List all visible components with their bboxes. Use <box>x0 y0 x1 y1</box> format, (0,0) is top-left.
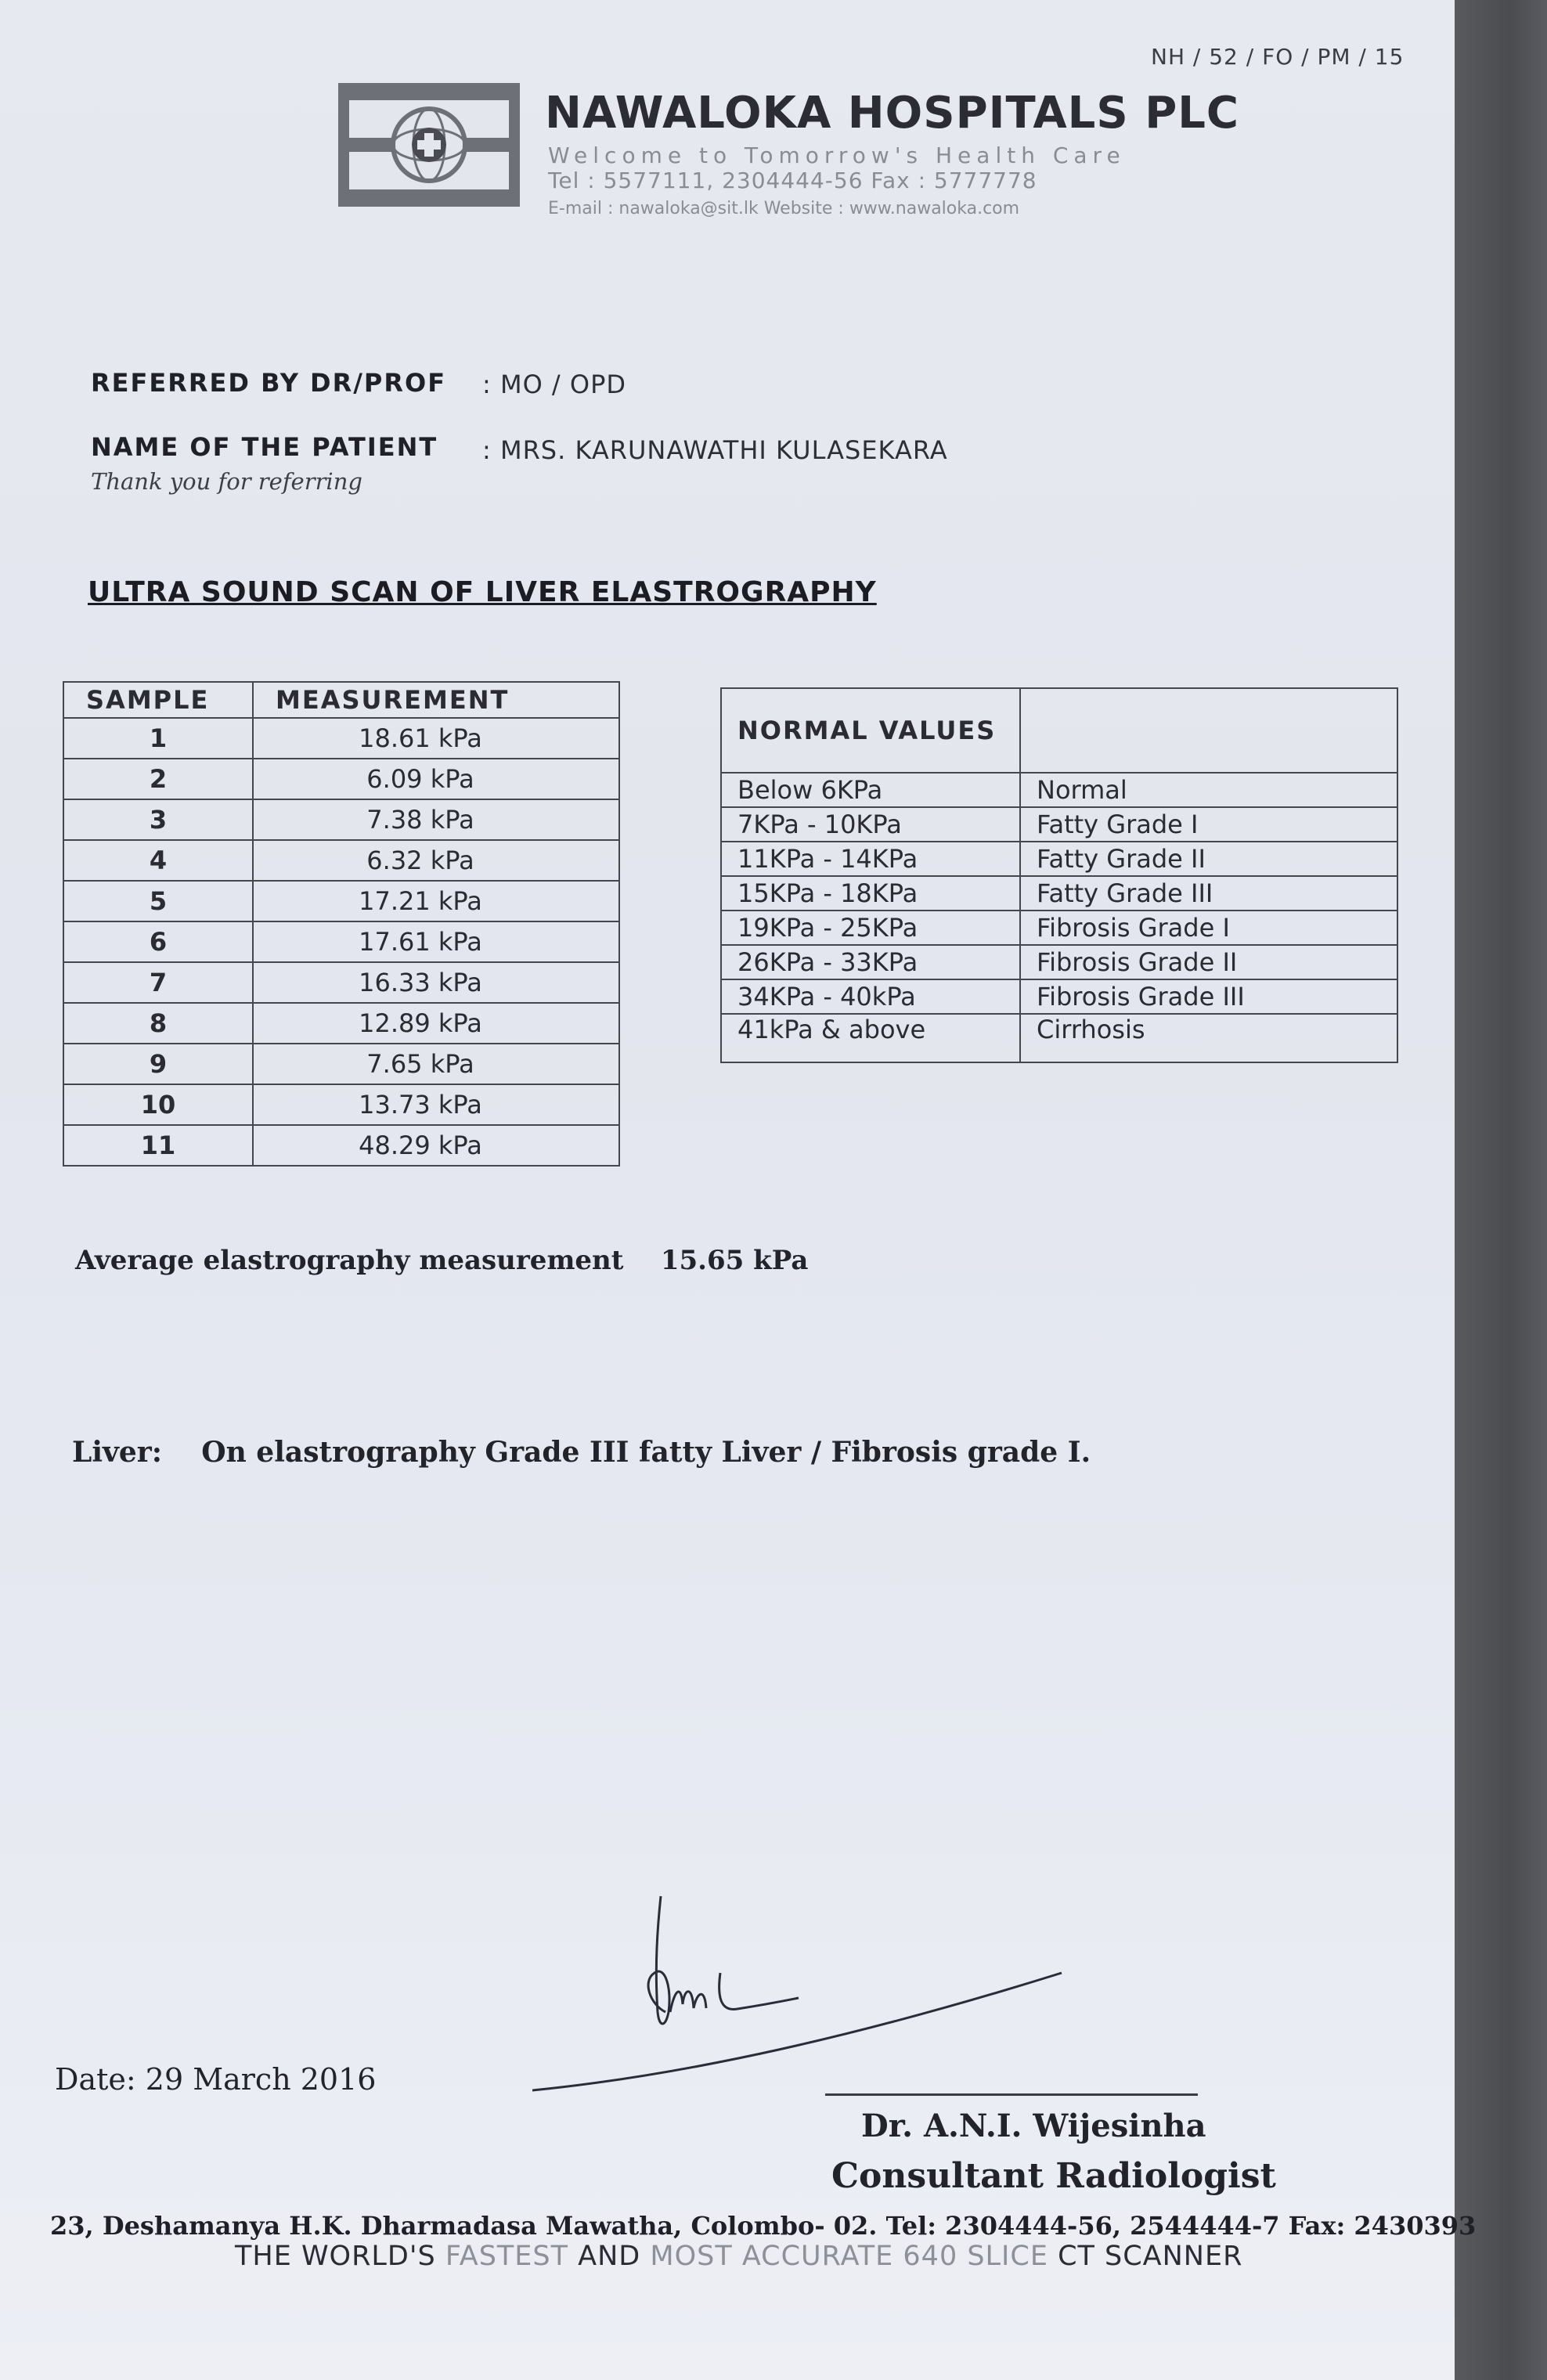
sample-number: 6 <box>63 921 253 962</box>
normal-values-header: NORMAL VALUES <box>721 688 1020 773</box>
referred-by-value: : MO / OPD <box>482 370 626 399</box>
page-edge-shadow <box>1455 0 1547 2380</box>
measurement-value: 7.38 kPa <box>253 799 619 840</box>
measurement-value: 18.61 kPa <box>253 718 619 759</box>
grade-cell: Fatty Grade I <box>1020 807 1397 842</box>
hospital-contact: Tel : 5577111, 2304444-56 Fax : 5777778 <box>548 168 1037 193</box>
sample-number: 4 <box>63 840 253 881</box>
table-row <box>721 911 1397 945</box>
patient-name-label: NAME OF THE PATIENT <box>91 432 438 462</box>
range-cell: 19KPa - 25KPa <box>721 911 1020 945</box>
table-row <box>721 1014 1397 1062</box>
normal-values-header-row <box>721 688 1397 773</box>
doctor-name: Dr. A.N.I. Wijesinha <box>861 2108 1206 2144</box>
slogan-part: AND <box>578 2241 641 2272</box>
range-cell: 26KPa - 33KPa <box>721 945 1020 979</box>
table-row <box>721 807 1397 842</box>
table-row <box>721 842 1397 876</box>
slogan-part: FASTEST <box>445 2241 569 2272</box>
hospital-tagline: Welcome to Tomorrow's Health Care <box>548 142 1126 168</box>
range-cell: 11KPa - 14KPa <box>721 842 1020 876</box>
table-row <box>721 945 1397 979</box>
grade-cell: Fibrosis Grade III <box>1020 979 1397 1014</box>
range-cell: 15KPa - 18KPa <box>721 876 1020 911</box>
measurement-value: 16.33 kPa <box>253 962 619 1003</box>
footer-slogan <box>235 2241 1242 2272</box>
sample-number: 11 <box>63 1125 253 1166</box>
sample-column-header: SAMPLE <box>63 682 253 718</box>
report-title: ULTRA SOUND SCAN OF LIVER ELASTROGRAPHY <box>88 576 877 608</box>
grade-cell: Fibrosis Grade II <box>1020 945 1397 979</box>
samples-table-header <box>63 682 619 718</box>
table-row <box>721 979 1397 1014</box>
hospital-name: NAWALOKA HOSPITALS PLC <box>545 88 1240 139</box>
report-date: Date: 29 March 2016 <box>55 2062 377 2097</box>
range-cell: 41kPa & above <box>721 1014 1020 1062</box>
grade-cell: Fatty Grade II <box>1020 842 1397 876</box>
sample-number: 9 <box>63 1044 253 1084</box>
table-row <box>63 1044 619 1084</box>
patient-name-value: : MRS. KARUNAWATHI KULASEKARA <box>482 435 948 465</box>
average-label: Average elastrography measurement <box>75 1245 624 1276</box>
table-row <box>63 718 619 759</box>
handwritten-signature <box>532 1895 1080 2114</box>
conclusion-text: On elastrography Grade III fatty Liver / Fibrosis grade I. <box>201 1436 1091 1469</box>
measurement-value: 13.73 kPa <box>253 1084 619 1125</box>
normal-values-header-blank <box>1020 688 1397 773</box>
table-row <box>63 962 619 1003</box>
sample-number: 1 <box>63 718 253 759</box>
sample-number: 7 <box>63 962 253 1003</box>
measurement-value: 6.32 kPa <box>253 840 619 881</box>
normal-values-table <box>720 687 1398 1063</box>
grade-cell: Fatty Grade III <box>1020 876 1397 911</box>
sample-number: 3 <box>63 799 253 840</box>
table-row <box>63 921 619 962</box>
doctor-title: Consultant Radiologist <box>831 2156 1276 2196</box>
sample-number: 5 <box>63 881 253 921</box>
referred-by-label: REFERRED BY DR/PROF <box>91 368 447 398</box>
hospital-email-website: E-mail : nawaloka@sit.lk Website : www.nawaloka.com <box>548 199 1020 218</box>
measurement-value: 48.29 kPa <box>253 1125 619 1166</box>
measurement-value: 12.89 kPa <box>253 1003 619 1044</box>
average-value: 15.65 kPa <box>660 1245 809 1276</box>
samples-table <box>63 681 620 1167</box>
measurement-value: 17.61 kPa <box>253 921 619 962</box>
table-row <box>63 1125 619 1166</box>
liver-conclusion <box>72 1436 1091 1469</box>
grade-cell: Fibrosis Grade I <box>1020 911 1397 945</box>
grade-cell: Cirrhosis <box>1020 1014 1397 1062</box>
average-measurement <box>75 1245 808 1276</box>
measurement-value: 17.21 kPa <box>253 881 619 921</box>
hospital-logo <box>338 83 520 207</box>
table-row <box>63 799 619 840</box>
form-code: NH / 52 / FO / PM / 15 <box>1151 44 1405 70</box>
table-row <box>721 773 1397 807</box>
table-row <box>63 1084 619 1125</box>
sample-number: 2 <box>63 759 253 799</box>
table-row <box>721 876 1397 911</box>
thank-you-note: Thank you for referring <box>91 468 362 495</box>
slogan-part: CT SCANNER <box>1058 2241 1243 2272</box>
measurement-value: 7.65 kPa <box>253 1044 619 1084</box>
table-row <box>63 759 619 799</box>
sample-number: 10 <box>63 1084 253 1125</box>
hospital-address: 23, Deshamanya H.K. Dharmadasa Mawatha, Colombo- 02. Tel: 2304444-56, 2544444-7 Fax: 2430393 <box>50 2211 1477 2241</box>
measurement-value: 6.09 kPa <box>253 759 619 799</box>
table-row <box>63 1003 619 1044</box>
measurement-column-header: MEASUREMENT <box>253 682 619 718</box>
range-cell: 7KPa - 10KPa <box>721 807 1020 842</box>
range-cell: 34KPa - 40kPa <box>721 979 1020 1014</box>
sample-number: 8 <box>63 1003 253 1044</box>
table-row <box>63 840 619 881</box>
slogan-part: MOST ACCURATE 640 SLICE <box>650 2241 1048 2272</box>
slogan-part: THE WORLD'S <box>235 2241 436 2272</box>
signature-line <box>825 2093 1198 2096</box>
conclusion-label: Liver: <box>72 1436 163 1469</box>
table-row <box>63 881 619 921</box>
grade-cell: Normal <box>1020 773 1397 807</box>
range-cell: Below 6KPa <box>721 773 1020 807</box>
